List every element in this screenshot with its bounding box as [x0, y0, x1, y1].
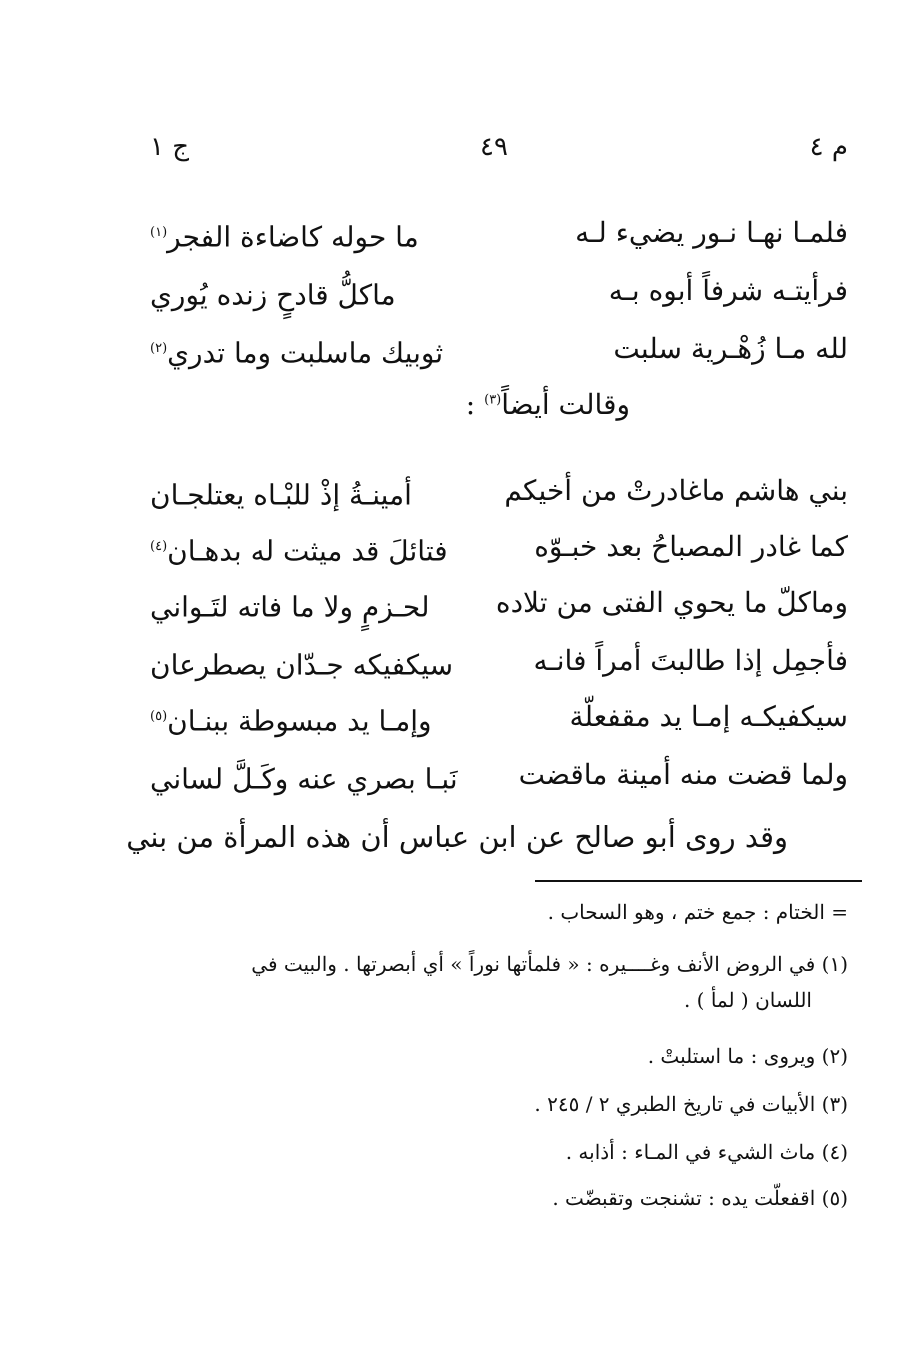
verse-first-hemistich: سيكفيكـه إمـا يد مقفعلّة	[569, 700, 848, 733]
verse-second-hemistich	[150, 574, 470, 636]
hemistich-text: فتائلَ قد ميثت له بدهـان	[167, 534, 448, 568]
verse-first-hemistich: فرأيتـه شرفاً أبوه بـه	[608, 274, 848, 307]
verse-first-hemistich: وماكلّ ما يحوي الفتى من تلاده	[495, 586, 848, 619]
verse-first-hemistich: بني هاشم ماغادرتْ من أخيكم	[504, 474, 848, 507]
footnote-5	[150, 1180, 848, 1216]
hemistich-text: لحـزمٍ ولا ما فاته لتَـواني	[150, 590, 430, 624]
footnote-3	[150, 1086, 848, 1122]
hemistich-text: وإمـا يد مبسوطة ببنـان	[167, 704, 432, 738]
page-number: ٤٩	[480, 132, 508, 162]
hemistich-text: أمينـةُ إذْ للبْـاه يعتلجـان	[150, 478, 412, 512]
hemistich-text: ما حوله كاضاءة الفجر	[167, 220, 419, 254]
verse-second-hemistich	[150, 320, 470, 382]
footnote-2	[150, 1038, 848, 1074]
footnote-continuation	[150, 894, 848, 930]
verse-line	[150, 204, 848, 262]
footnote-text: (١) في الروض الأنف وغــــيره : « فلمأتها نوراً » أي أبصرتها . والبيت في	[251, 952, 848, 976]
verse-line	[150, 262, 848, 320]
footnote-text: اللسان ( لمأ ) .	[683, 988, 812, 1012]
footnote-marker: (٤)	[150, 539, 168, 554]
footnote-text: (٥) اقفعلّت يده : تشنجت وتقبضّت .	[552, 1186, 848, 1210]
verse-second-hemistich	[150, 262, 470, 324]
footnote-marker: (٣)	[484, 392, 502, 408]
verse-line	[150, 688, 848, 746]
footnote-text: (٣) الأبيات في تاريخ الطبري ٢ / ٢٤٥ .	[534, 1092, 848, 1116]
hemistich-text: نَبـا بصري عنه وكَـلَّ لساني	[150, 762, 458, 796]
footnote-1	[150, 946, 848, 1018]
verse-second-hemistich	[150, 688, 470, 750]
verse-first-hemistich: لله مـا زُهْـرية سلبت	[613, 332, 848, 365]
signature-mark: م ٤	[809, 132, 848, 162]
footnote-4	[150, 1134, 848, 1170]
verse-line	[150, 632, 848, 690]
page-header	[140, 132, 848, 176]
verse-line	[150, 746, 848, 804]
poem-intro	[466, 388, 630, 421]
verse-first-hemistich: فلمـا نهـا نـور يضيء لـه	[575, 216, 848, 249]
verse-second-hemistich	[150, 518, 470, 580]
verse-first-hemistich: فأجمِل إذا طالبتَ أمراً فانـه	[533, 644, 848, 677]
hemistich-text: ماكلُّ قادحٍ زنده يُوري	[150, 278, 396, 312]
verse-second-hemistich	[150, 204, 470, 266]
verse-second-hemistich	[150, 462, 470, 524]
verse-line	[150, 462, 848, 520]
intro-text: وقالت أيضاً	[501, 388, 630, 421]
hemistich-text: ثوبيك ماسلبت وما تدري	[167, 336, 444, 370]
footnote-text: (٤) ماث الشيء في المـاء : أذابه .	[565, 1140, 848, 1164]
verse-first-hemistich: كما غادر المصباحُ بعد خبـوّه	[534, 530, 848, 563]
verse-second-hemistich	[150, 632, 470, 694]
footnote-marker: (٥)	[150, 709, 168, 724]
verse-line	[150, 574, 848, 632]
footnote-marker: (٢)	[150, 341, 168, 356]
footnote-text: (٢) ويروى : ما استلبتْ .	[647, 1044, 848, 1068]
verse-first-hemistich: ولما قضت منه أمينة ماقضت	[518, 758, 848, 791]
footnote-text: = الختام : جمع ختم ، وهو السحاب .	[547, 900, 848, 924]
footnote-marker: (١)	[150, 225, 168, 240]
verse-line	[150, 518, 848, 576]
volume-label: ج ١	[150, 132, 190, 162]
verse-line	[150, 320, 848, 378]
intro-colon: :	[465, 388, 476, 421]
verse-second-hemistich	[150, 746, 470, 808]
prose-paragraph: وقد روى أبو صالح عن ابن عباس أن هذه المرأة من بني	[126, 820, 788, 854]
footnote-separator	[535, 880, 862, 882]
hemistich-text: سيكفيكه جـدّان يصطرعان	[150, 648, 454, 682]
